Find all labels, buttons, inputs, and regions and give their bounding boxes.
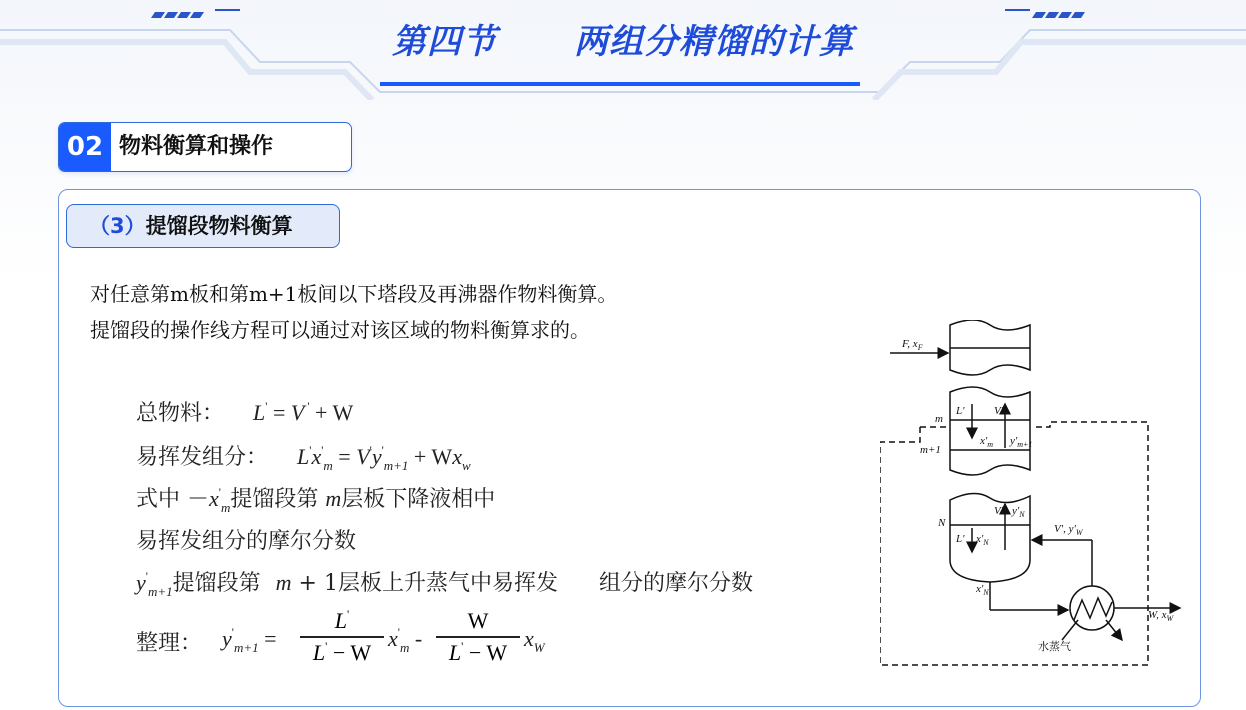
- plate-N-label: N: [938, 517, 946, 529]
- yN-label: $y'_N$: [1012, 505, 1025, 519]
- L-bottom-label: L': [956, 533, 965, 545]
- feed-label: F, $x_F$: [902, 338, 923, 352]
- definition-ym: $y'_{m+1}$提馏段第 m + 1层板上升蒸气中易挥发 组分的摩尔分数: [136, 569, 753, 599]
- arrange-label: 整理：: [136, 631, 203, 656]
- definition-xm: 式中 $-x'_m$提馏段第 m层板下降液相中: [136, 485, 496, 515]
- subsection-number: （3）: [89, 214, 146, 238]
- column-diagram: [880, 320, 1190, 670]
- xm-desc: 提馏段第: [230, 487, 319, 512]
- intro-line-2: 提馏段的操作线方程可以通过对该区域的物料衡算求的。: [90, 318, 590, 342]
- fraction-1: L' L' − W: [300, 608, 384, 666]
- L-label: L': [956, 405, 965, 417]
- V-bottom-label: V': [994, 505, 1004, 517]
- xN-label: $x'_N$: [976, 533, 989, 547]
- section-number: 02: [59, 123, 111, 171]
- V-label: V': [994, 405, 1004, 417]
- definition-xm-cont: 易挥发组分的摩尔分数: [136, 529, 357, 554]
- dash: －: [187, 486, 210, 511]
- xm-desc-2: 层板下降液相中: [341, 487, 496, 512]
- xw-term: $x_W$: [524, 626, 545, 655]
- title-underline: [380, 82, 860, 86]
- xN-outlet-label: $x'_N$: [976, 583, 989, 597]
- xm-term: $x'_m$ -: [388, 625, 423, 655]
- section-label: 物料衡算和操作: [119, 134, 274, 159]
- VW-label: V', $y'_W$: [1054, 523, 1083, 537]
- ym-desc-3: 组分的摩尔分数: [598, 571, 753, 596]
- equation-total: 总物料： L' = V ' + W: [136, 399, 354, 426]
- subsection-label: 提馏段物料衡算: [145, 214, 293, 238]
- section-badge: [58, 122, 352, 172]
- ym-desc: 提馏段第: [172, 571, 261, 596]
- plate-m1-label: m+1: [920, 444, 941, 456]
- equation-volatile: 易挥发组分： $L'x'_m = V'y'_{m+1} + Wx_w$: [136, 443, 471, 473]
- plate-m-label: m: [935, 413, 943, 425]
- ym-lhs: $y'_{m+1}$ =: [222, 625, 277, 655]
- fraction-2: W L' − W: [436, 608, 520, 666]
- intro-line-1: 对任意第m板和第m+1板间以下塔段及再沸器作物料衡算。: [90, 282, 618, 306]
- page-title: 第四节 两组分精馏的计算: [391, 22, 855, 62]
- ym-label: $y'_{m+1}$: [1010, 435, 1033, 449]
- W-label: W, $x_W$: [1148, 609, 1174, 623]
- subsection-badge: [66, 204, 340, 248]
- steam-label: 水蒸气: [1038, 640, 1071, 653]
- xm-label: $x'_m$: [980, 435, 994, 449]
- where-label: 式中: [136, 487, 181, 512]
- ym-desc-2: 层板上升蒸气中易挥发: [337, 571, 558, 596]
- volatile-label: 易挥发组分：: [136, 445, 269, 470]
- total-label: 总物料：: [136, 401, 225, 426]
